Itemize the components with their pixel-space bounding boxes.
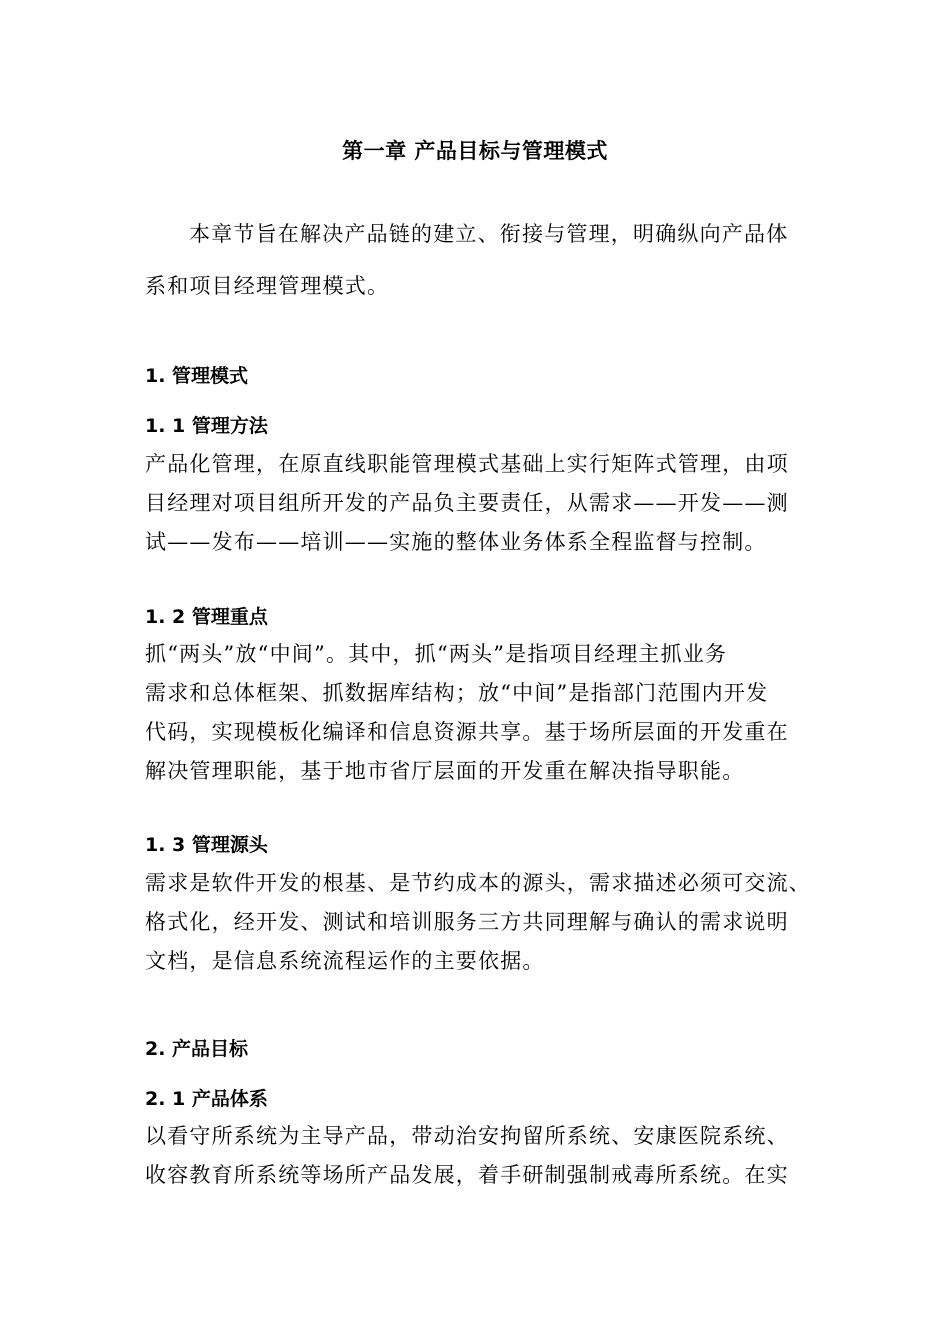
intro-line: 本章节旨在解决产品链的建立、衔接与管理，明确纵向产品体 [189,222,789,246]
section-2-1-heading: 2. 1 产品体系 [145,1088,268,1110]
paragraph-line: 解决管理职能，基于地市省厅层面的开发重在解决指导职能。 [145,759,745,783]
section-2-heading: 2. 产品目标 [145,1038,249,1060]
section-1-3-paragraph [145,864,817,981]
chapter-title: 第一章 产品目标与管理模式 [342,139,608,163]
section-2-1-paragraph [145,1117,817,1195]
paragraph-line: 文档，是信息系统流程运作的主要依据。 [145,949,545,973]
paragraph-line: 产品化管理，在原直线职能管理模式基础上实行矩阵式管理，由项 [145,452,789,476]
paragraph-line: 抓“两头”放“中间”。其中，抓“两头”是指项目经理主抓业务 [145,642,728,666]
paragraph-line: 需求和总体框架、抓数据库结构；放“中间”是指部门范围内开发 [145,681,769,705]
paragraph-line: 需求是软件开发的根基、是节约成本的源头，需求描述必须可交流、 [145,871,811,895]
paragraph-line: 试——发布——培训——实施的整体业务体系全程监督与控制。 [145,530,767,554]
section-1-3-heading: 1. 3 管理源头 [145,834,268,856]
section-1-1-heading: 1. 1 管理方法 [145,415,268,437]
paragraph-line: 目经理对项目组所开发的产品负主要责任，从需求——开发——测 [145,491,789,515]
intro-line: 系和项目经理管理模式。 [145,274,390,298]
paragraph-line: 格式化，经开发、测试和培训服务三方共同理解与确认的需求说明 [145,910,789,934]
paragraph-line: 以看守所系统为主导产品，带动治安拘留所系统、安康医院系统、 [145,1124,789,1148]
paragraph-line: 收容教育所系统等场所产品发展，着手研制强制戒毒所系统。在实 [145,1163,789,1187]
paragraph-line: 代码，实现模板化编译和信息资源共享。基于场所层面的开发重在 [145,720,789,744]
section-1-2-paragraph [145,635,817,791]
intro-paragraph [145,208,815,312]
section-1-1-paragraph [145,445,817,562]
section-1-2-heading: 1. 2 管理重点 [145,606,268,628]
section-1-heading: 1. 管理模式 [145,365,249,387]
